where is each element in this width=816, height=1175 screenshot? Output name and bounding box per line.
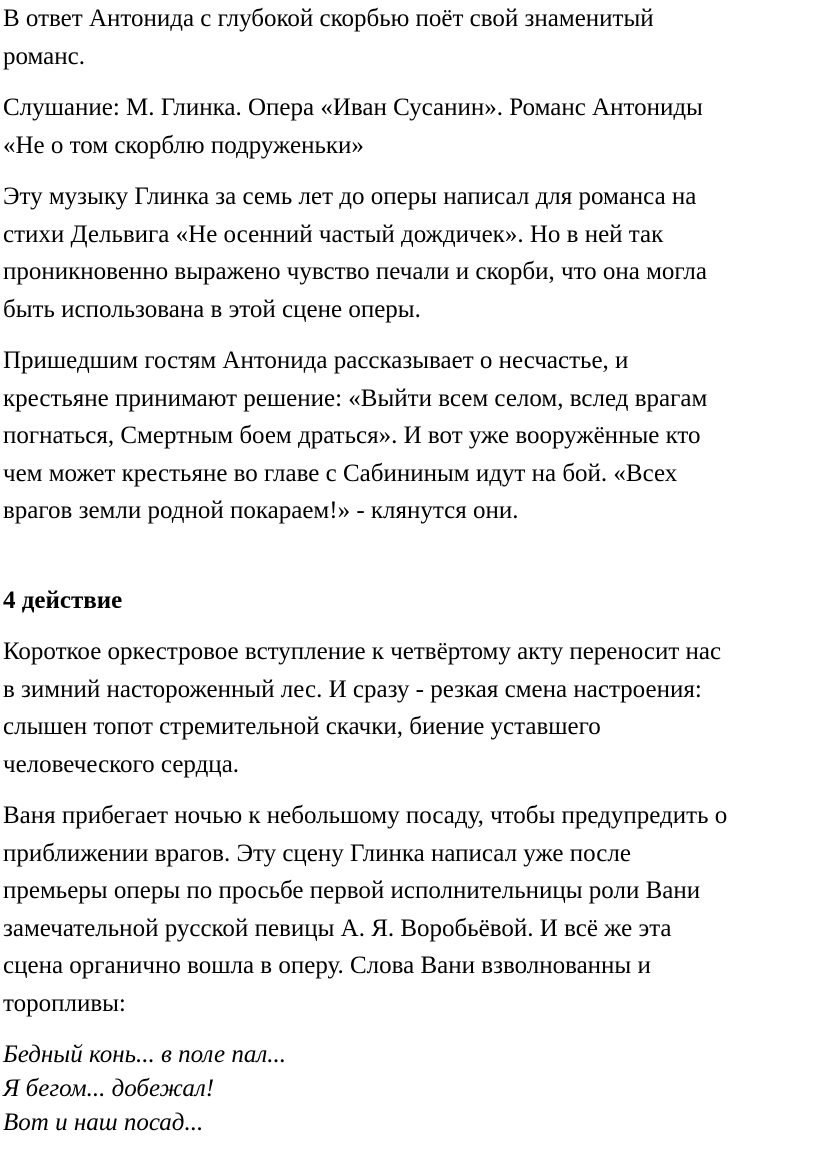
verse-block	[3, 1038, 813, 1140]
paragraph-1	[3, 0, 813, 75]
text-line: проникновенно выражено чувство печали и скорби, что она могла	[3, 258, 707, 285]
text-line: приближении врагов. Эту сцену Глинка написал уже после	[3, 839, 631, 867]
verse-line: Вот и наш посад...	[3, 1109, 204, 1136]
text-line: человеческого сердца.	[3, 750, 240, 778]
text-line: В ответ Антонида с глубокой скорбью поёт свой знаменитый	[3, 5, 654, 32]
text-line: быть использована в этой сцене оперы.	[3, 295, 421, 323]
text-line: Эту музыку Глинка за семь лет до оперы написал для романса на	[3, 183, 697, 210]
paragraph-6	[3, 797, 813, 1022]
text-line: «Не о том скорблю подруженьки»	[3, 131, 364, 159]
text-line: Пришедшим гостям Антонида рассказывает о несчастье, и	[3, 347, 629, 374]
paragraph-5	[3, 633, 813, 783]
text-line: в зимний настороженный лес. И сразу - резкая смена настроения:	[3, 675, 702, 703]
text-line: погнаться, Смертным боем драться». И вот уже вооружённые кто	[3, 422, 701, 449]
text-line: сцена органично вошла в оперу. Слова Вани взволнованны и	[3, 952, 651, 979]
paragraph-3	[3, 178, 813, 328]
paragraph-2	[3, 89, 813, 164]
text-line: слышен топот стремительной скачки, биение уставшего	[3, 713, 601, 740]
text-line: романс.	[3, 42, 85, 70]
verse-line: Бедный конь... в поле пал...	[3, 1041, 286, 1068]
text-line: стихи Дельвига «Не осенний частый дождичек». Но в ней так	[3, 220, 664, 248]
section-heading	[3, 582, 813, 620]
text-line: врагов земли родной покараем!» - клянутся они.	[3, 497, 519, 524]
verse-line: Я бегом... добежал!	[3, 1075, 215, 1102]
text-line: Короткое оркестровое вступление к четвёртому акту переносит нас	[3, 638, 722, 665]
heading-text: 4 действие	[3, 586, 123, 614]
text-line: Ваня прибегает ночью к небольшому посаду, чтобы предупредить о	[3, 802, 728, 829]
text-line: замечательной русской певицы А. Я. Воробьёвой. И всё же эта	[3, 914, 672, 942]
text-line: Слушание: М. Глинка. Опера «Иван Сусанин». Романс Антониды	[3, 94, 703, 121]
paragraph-4	[3, 342, 813, 530]
text-line: торопливы:	[3, 989, 126, 1017]
text-line: чем может крестьяне во главе с Сабининым идут на бой. «Всех	[3, 459, 678, 487]
text-line: премьеры оперы по просьбе первой исполнительницы роли Вани	[3, 877, 701, 904]
document-page	[3, 0, 813, 1140]
text-line: крестьяне принимают решение: «Выйти всем селом, вслед врагам	[3, 384, 708, 412]
